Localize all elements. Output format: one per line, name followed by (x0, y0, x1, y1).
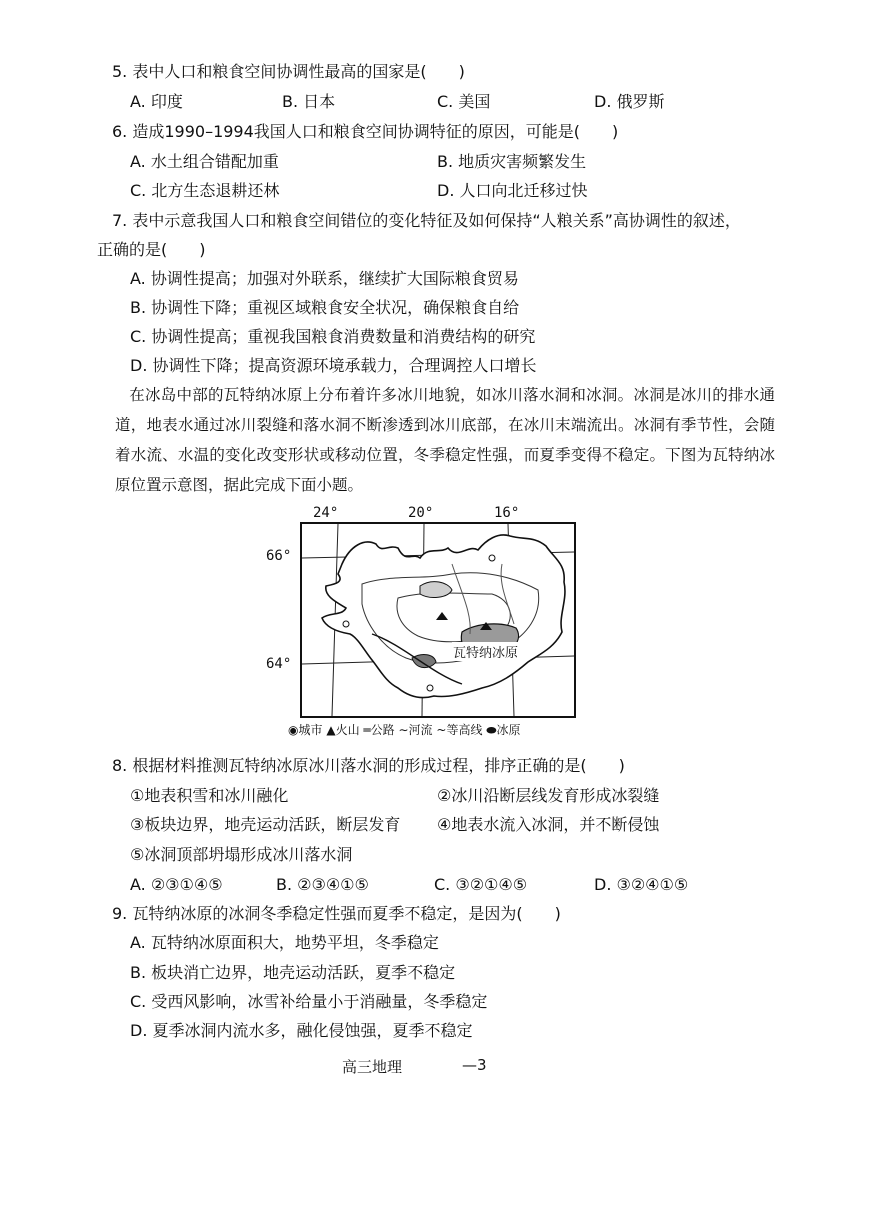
q6-option-d[interactable]: D. 人口向北迁移过快 (437, 181, 588, 200)
road-icon: ═ (363, 723, 371, 737)
q5-option-c[interactable]: C. 美国 (437, 92, 491, 111)
q9-option-c[interactable]: C. 受西风影响，冰雪补给量小于消融量，冬季稳定 (130, 992, 488, 1011)
q7-stem-line1: 7. 表中示意我国人口和粮食空间错位的变化特征及如何保持“人粮关系”高协调性的叙述， (112, 211, 741, 230)
q9-option-b[interactable]: B. 板块消亡边界，地壳运动活跃，夏季不稳定 (130, 963, 456, 982)
q8-option-b[interactable]: B. ②③④①⑤ (276, 875, 369, 894)
lon-label-16: 16° (494, 505, 520, 521)
q8-step-3: ③板块边界，地壳运动活跃，断层发育 (130, 815, 401, 834)
q7-option-a[interactable]: A. 协调性提高；加强对外联系，继续扩大国际粮食贸易 (130, 269, 519, 288)
iceland-map (300, 522, 576, 718)
q8-step-2: ②冰川沿断层线发育形成冰裂缝 (437, 786, 660, 805)
q8-stem: 8. 根据材料推测瓦特纳冰原冰川落水洞的形成过程，排序正确的是( ) (112, 756, 625, 775)
passage-text: 在冰岛中部的瓦特纳冰原上分布着许多冰川地貌，如冰川落水洞和冰洞。冰洞是冰川的排水通道，地表水通过冰川裂缝和落水洞不断渗透到冰川底部，在冰川末端流出。冰洞有季节性，会随着水流、水温的变化改变形状或移动位置，冬季稳定性强，而夏季变得不稳定。下图为瓦特纳冰原位置示意图，据此完成下面小题。 (115, 386, 775, 494)
legend-city: 城市 (298, 723, 323, 737)
footer-page-number: —3 (462, 1056, 487, 1074)
volcano-icon: ▲ (326, 723, 336, 737)
q8-step-5: ⑤冰洞顶部坍塌形成冰川落水洞 (130, 845, 353, 864)
legend-river: 河流 (408, 723, 433, 737)
lat-label-64: 64° (266, 656, 292, 672)
city-icon: ◉ (288, 723, 299, 737)
q8-option-a[interactable]: A. ②③①④⑤ (130, 875, 223, 894)
contour-icon: ~ (436, 723, 447, 737)
q8-step-4: ④地表水流入冰洞，并不断侵蚀 (437, 815, 660, 834)
footer-subject: 高三地理 (342, 1058, 403, 1076)
q7-option-c[interactable]: C. 协调性提高；重视我国粮食消费数量和消费结构的研究 (130, 327, 536, 346)
q5-option-d[interactable]: D. 俄罗斯 (594, 92, 665, 111)
q6-option-b[interactable]: B. 地质灾害频繁发生 (437, 152, 587, 171)
q9-option-a[interactable]: A. 瓦特纳冰原面积大，地势平坦，冬季稳定 (130, 933, 439, 952)
q9-option-d[interactable]: D. 夏季冰洞内流水多，融化侵蚀强，夏季不稳定 (130, 1021, 473, 1040)
q6-option-c[interactable]: C. 北方生态退耕还林 (130, 181, 280, 200)
q6-stem: 6. 造成1990–1994我国人口和粮食空间协调特征的原因，可能是( ) (112, 122, 619, 141)
river-icon: ∼ (398, 723, 409, 737)
legend-glacier: 冰原 (496, 723, 521, 737)
q8-step-1: ①地表积雪和冰川融化 (130, 786, 289, 805)
legend-road: 公路 (370, 723, 395, 737)
glacier-icon: ⬬ (486, 723, 497, 737)
lat-label-66: 66° (266, 548, 292, 564)
q7-stem-line2: 正确的是( ) (97, 240, 206, 259)
reading-passage (115, 380, 775, 500)
q7-option-d[interactable]: D. 协调性下降；提高资源环境承载力，合理调控人口增长 (130, 356, 537, 375)
q5-option-b[interactable]: B. 日本 (282, 92, 336, 111)
legend-volcano: 火山 (335, 723, 360, 737)
q5-stem: 5. 表中人口和粮食空间协调性最高的国家是( ) (112, 62, 465, 81)
q8-option-d[interactable]: D. ③②④①⑤ (594, 875, 689, 894)
q8-option-c[interactable]: C. ③②①④⑤ (434, 875, 528, 894)
q7-option-b[interactable]: B. 协调性下降；重视区域粮食安全状况，确保粮食自给 (130, 298, 520, 317)
glacier-label: 瓦特纳冰原 (452, 642, 519, 661)
q6-option-a[interactable]: A. 水土组合错配加重 (130, 152, 279, 171)
iceland-map-drawing (302, 524, 574, 716)
map-legend (288, 721, 521, 738)
q9-stem: 9. 瓦特纳冰原的冰洞冬季稳定性强而夏季不稳定，是因为( ) (112, 904, 561, 923)
lon-label-20: 20° (408, 505, 434, 521)
legend-contour: 等高线 (446, 723, 483, 737)
lon-label-24: 24° (313, 505, 339, 521)
q5-option-a[interactable]: A. 印度 (130, 92, 183, 111)
